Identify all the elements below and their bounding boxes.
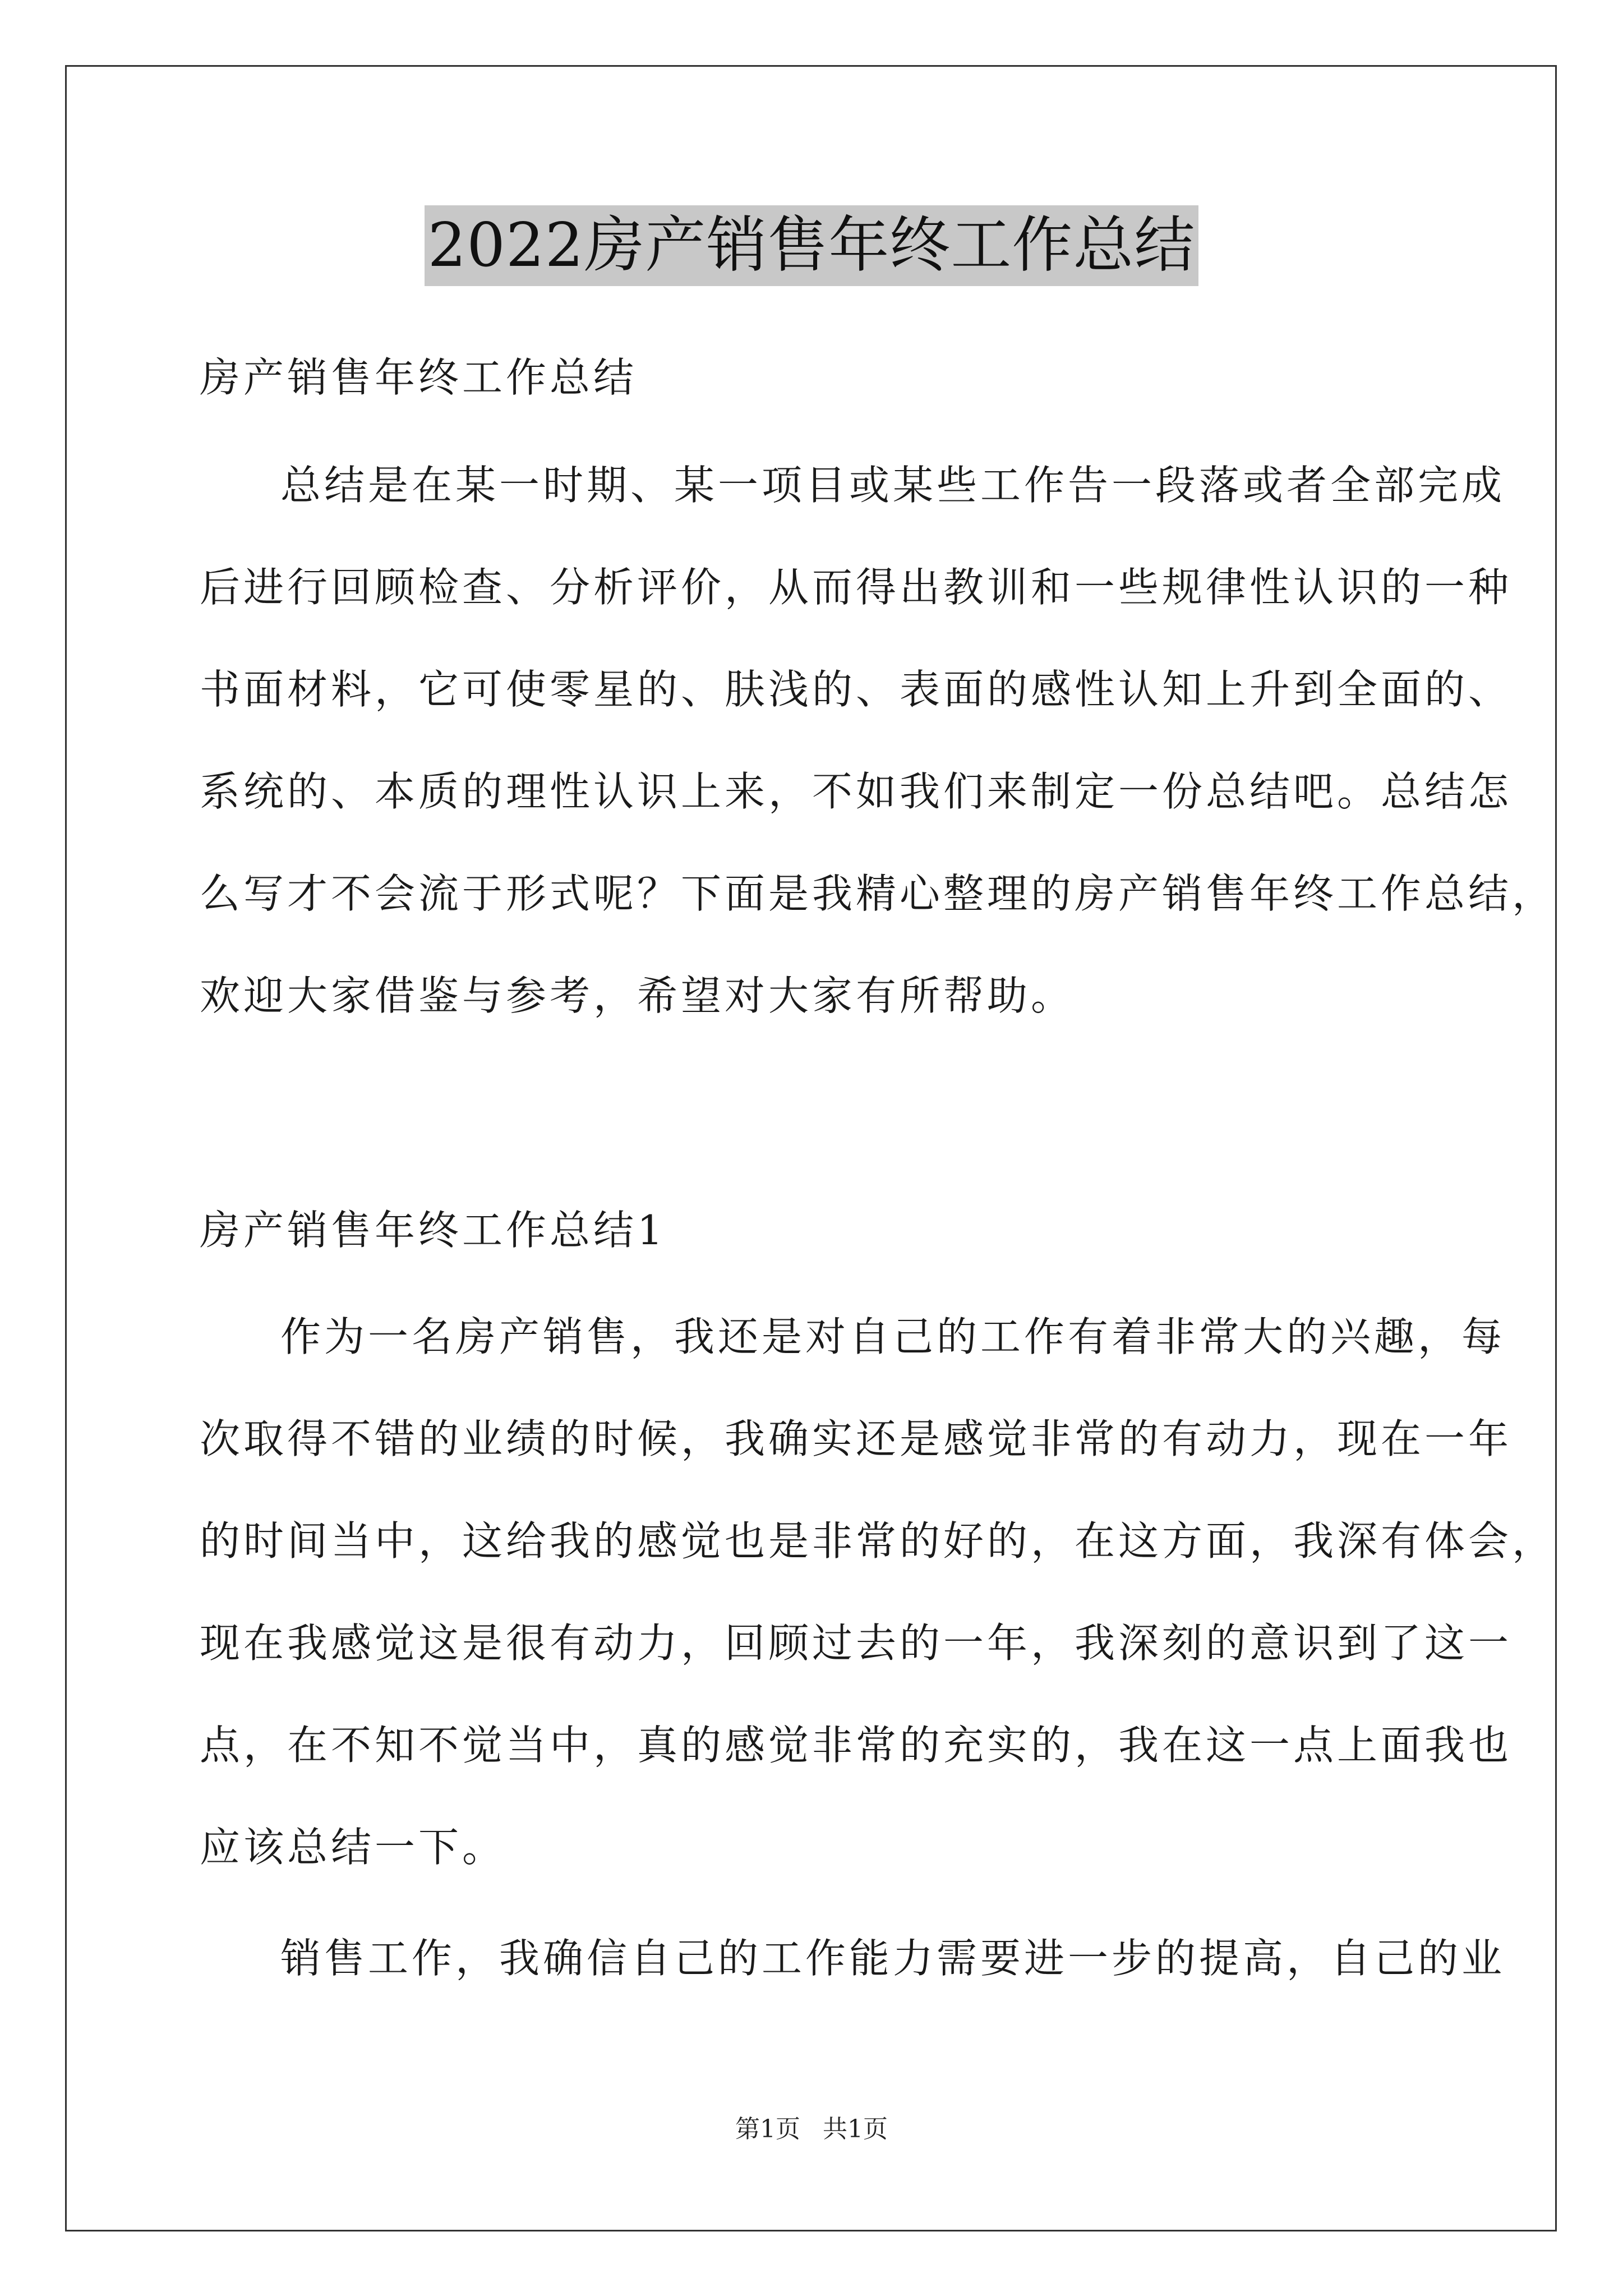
title-container [0,205,1623,286]
body-line: 次取得不错的业绩的时候，我确实还是感觉非常的有动力，现在一年 [200,1415,1513,1462]
section-heading: 房产销售年终工作总结1 [200,1207,666,1254]
intro-line: 书面材料，它可使零星的、肤浅的、表面的感性认知上升到全面的、 [200,666,1513,713]
body-line: 现在我感觉这是很有动力，回顾过去的一年，我深刻的意识到了这一 [200,1619,1513,1667]
intro-line: 后进行回顾检查、分析评价，从而得出教训和一些规律性认识的一种 [200,564,1513,611]
page-number: 第1页 [735,2115,800,2143]
intro-line: 欢迎大家借鉴与参考，希望对大家有所帮助。 [200,972,1075,1019]
body-line: 销售工作，我确信自己的工作能力需要进一步的提高，自己的业 [280,1935,1506,1982]
document-title: 2022房产销售年终工作总结 [425,205,1199,286]
intro-line: 系统的、本质的理性认识上来，不如我们来制定一份总结吧。总结怎 [200,768,1513,815]
body-line: 的时间当中，这给我的感觉也是非常的好的，在这方面，我深有体会， [200,1517,1556,1565]
body-line: 点，在不知不觉当中，真的感觉非常的充实的，我在这一点上面我也 [200,1722,1513,1769]
page-footer [0,2114,1623,2145]
subheading: 房产销售年终工作总结 [200,354,638,401]
intro-line: 总结是在某一时期、某一项目或某些工作告一段落或者全部完成 [280,462,1506,509]
intro-line: 么写才不会流于形式呢？下面是我精心整理的房产销售年终工作总结， [200,870,1556,917]
page-total: 共1页 [823,2115,888,2143]
body-line: 作为一名房产销售，我还是对自己的工作有着非常大的兴趣，每 [280,1313,1506,1360]
body-line: 应该总结一下。 [200,1824,506,1871]
